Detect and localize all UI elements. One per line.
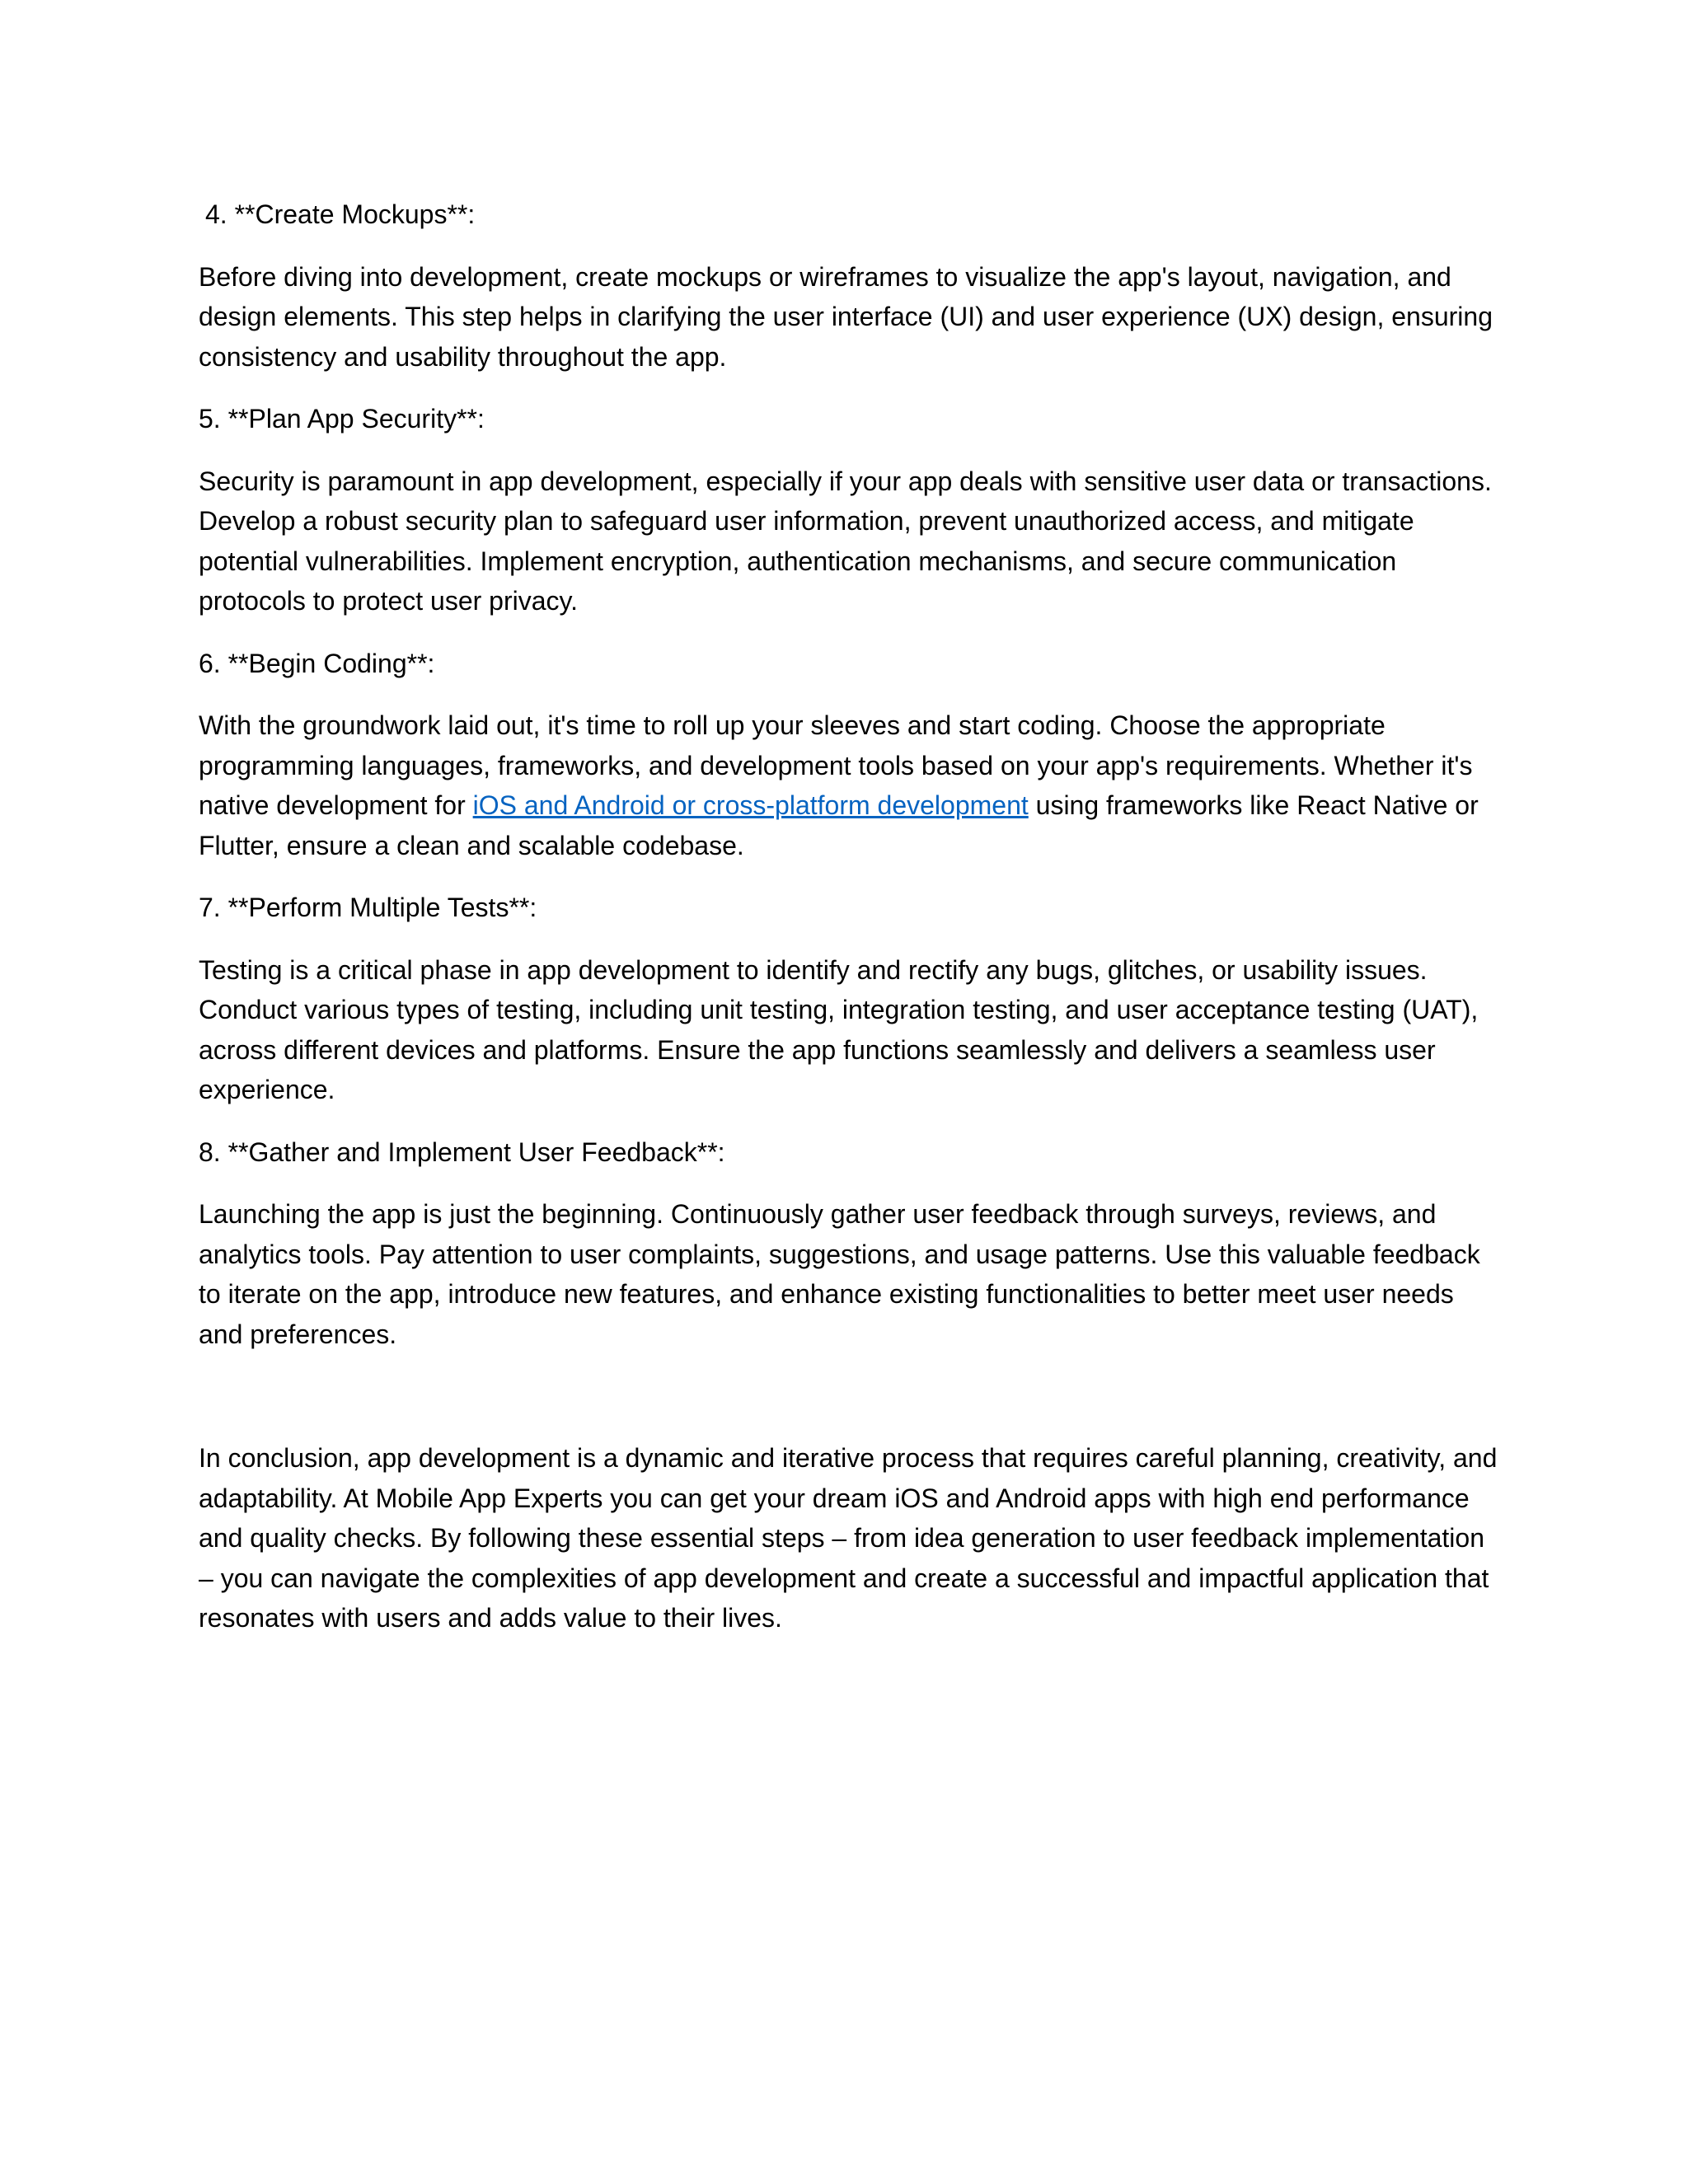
ios-android-cross-platform-link[interactable]: iOS and Android or cross-platform development [472,790,1029,820]
paragraph-spacer [199,1376,1501,1438]
conclusion-paragraph: In conclusion, app development is a dynamic and iterative process that requires careful planning, creativity, and adaptability. At Mobile App Experts you can get your dream iOS and Android apps with high end performance and quality checks. By following these essential steps – from idea generation to user feedback implementation – you can navigate the complexities of app development and create a successful and impactful application that resonates with users and adds value to their lives. [199,1443,1498,1633]
section-heading-create-mockups: 4. **Create Mockups**: [205,199,476,229]
section-body-gather-user-feedback: Launching the app is just the beginning. Continuously gather user feedback through surveys, reviews, and analytics tools. Pay attention to user complaints, suggestions, and usage patterns. Use this valuable feedback to iterate on the app, introduce new features, and enhance existing functionalities to better meet user needs and preferences. [199,1199,1480,1349]
document-body [199,194,1501,1661]
section-heading-begin-coding: 6. **Begin Coding**: [199,648,435,678]
section-heading-gather-user-feedback: 8. **Gather and Implement User Feedback**: [199,1137,725,1167]
begin-coding-text-before-link: With the groundwork laid out, it's time to roll up your sleeves and start coding. Choose the appropriate programming languages, frameworks, and development tools based on your app's requirements. Whether it's native development for [199,710,1473,820]
begin-coding-text-after-link: using frameworks like React Native or Flutter, ensure a clean and scalable codebase. [199,790,1479,860]
section-body-perform-multiple-tests: Testing is a critical phase in app development to identify and rectify any bugs, glitches, or usability issues. Conduct various types of testing, including unit testing, integration testing, and user acceptance testing (UAT), across different devices and platforms. Ensure the app functions seamlessly and delivers a seamless user experience. [199,954,1479,1104]
section-body-plan-app-security: Security is paramount in app development, especially if your app deals with sensitive user data or transactions. Develop a robust security plan to safeguard user information, prevent unauthorized access, and mitigate potential vulnerabilities. Implement encryption, authentication mechanisms, and secure communication protocols to protect user privacy. [199,466,1492,616]
section-body-begin-coding [199,705,1501,865]
section-body-create-mockups: Before diving into development, create mockups or wireframes to visualize the app's layout, navigation, and design elements. This step helps in clarifying the user interface (UI) and user experience (UX) design, ensuring consistency and usability throughout the app. [199,261,1493,372]
section-heading-perform-multiple-tests: 7. **Perform Multiple Tests**: [199,893,537,922]
section-heading-plan-app-security: 5. **Plan App Security**: [199,404,485,434]
